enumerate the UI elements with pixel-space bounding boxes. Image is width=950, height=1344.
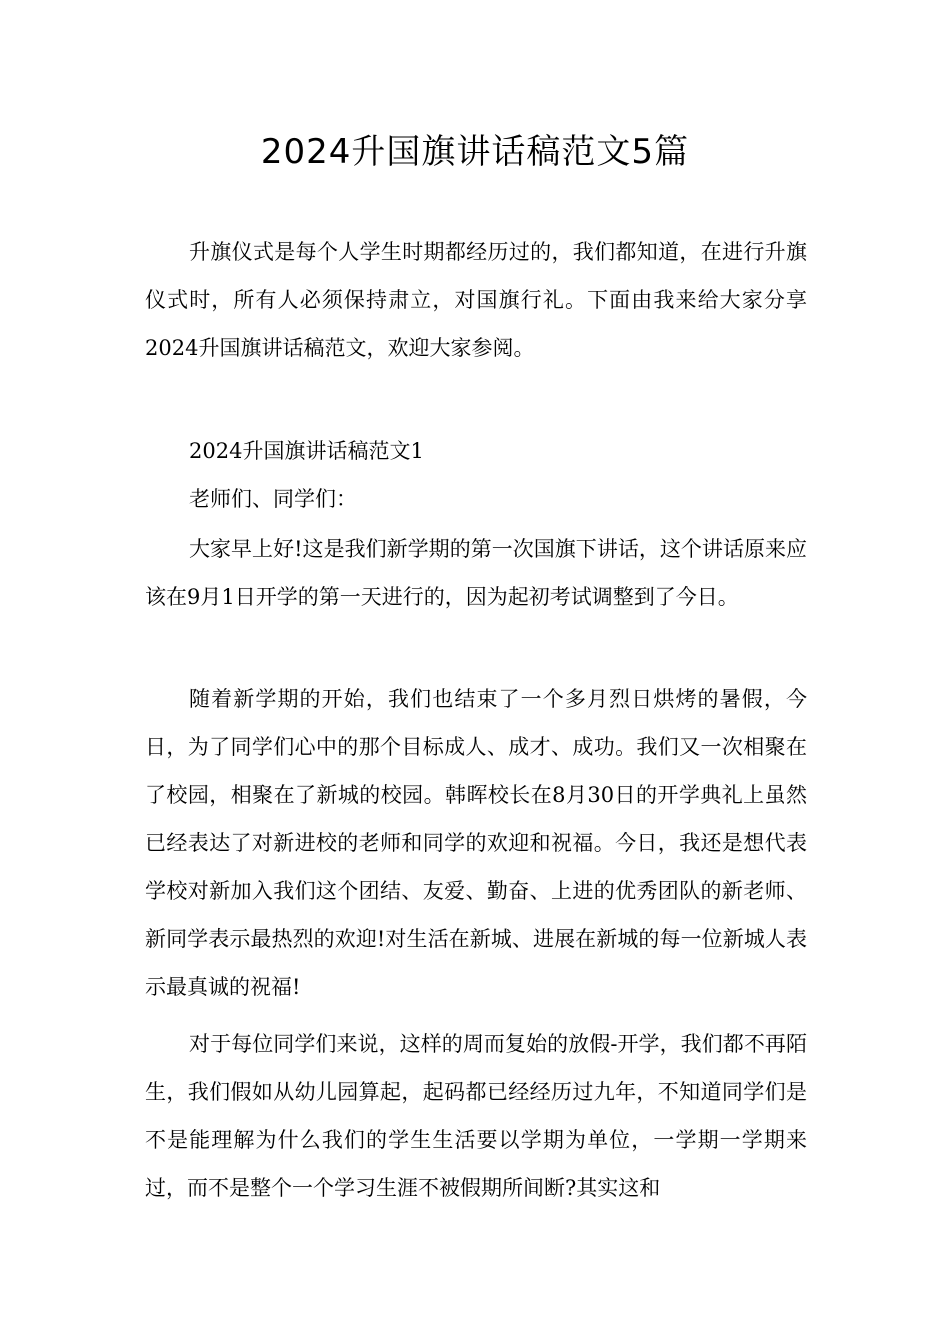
- section-heading: 2024升国旗讲话稿范文1: [189, 439, 424, 463]
- greeting-line: 老师们、同学们：: [189, 487, 357, 511]
- intro-paragraph: 升旗仪式是每个人学生时期都经历过的，我们都知道，在进行升旗仪式时，所有人必须保持肃立，对国旗行礼。下面由我来给大家分享2024升国旗讲话稿范文，欢迎大家参阅。: [145, 240, 807, 360]
- body-paragraph: 随着新学期的开始，我们也结束了一个多月烈日烘烤的暑假，今日，为了同学们心中的那个目标成人、成才、成功。我们又一次相聚在了校园，相聚在了新城的校园。韩晖校长在8月30日的开学典礼上虽然已经表达了对新进校的老师和同学的欢迎和祝福。今日，我还是想代表学校对新加入我们这个团结、友爱、勤奋、上进的优秀团队的新老师、新同学表示最热烈的欢迎!对生活在新城、进展在新城的每一位新城人表示最真诚的祝福!: [145, 687, 807, 999]
- document-title: 2024升国旗讲话稿范文5篇: [260, 132, 690, 172]
- body-paragraph: 对于每位同学们来说，这样的周而复始的放假-开学，我们都不再陌生，我们假如从幼儿园算起，起码都已经经历过九年，不知道同学们是不是能理解为什么我们的学生生活要以学期为单位，一学期一学期来过，而不是整个一个学习生涯不被假期所间断?其实这和: [145, 1032, 807, 1200]
- body-paragraph: 大家早上好!这是我们新学期的第一次国旗下讲话，这个讲话原来应该在9月1日开学的第一天进行的，因为起初考试调整到了今日。: [145, 537, 807, 609]
